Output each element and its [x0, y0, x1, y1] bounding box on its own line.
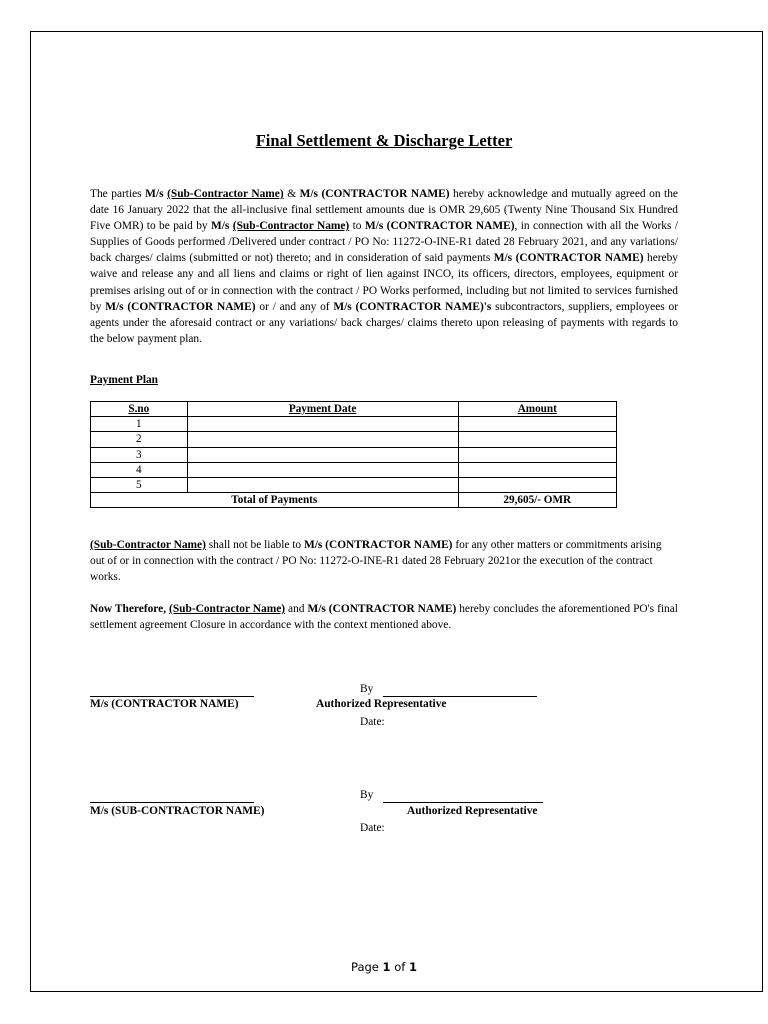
subcontractor-rep-label: Authorized Representative [407, 805, 538, 817]
row-amount [458, 477, 616, 492]
table-header-row [91, 402, 617, 417]
table-row [91, 477, 617, 492]
total-label: Total of Payments [91, 493, 459, 508]
table-row [91, 462, 617, 477]
subcontractor-by-line [383, 802, 543, 803]
table-row [91, 432, 617, 447]
payment-plan-heading: Payment Plan [90, 374, 159, 386]
conclusion-paragraph: Now Therefore, (Sub-Contractor Name) and M/s (CONTRACTOR NAME) hereby concludes the aforementioned PO's final settlement agreement Closure in accordance with the context mentioned above. [90, 603, 678, 632]
row-date [187, 447, 458, 462]
row-amount [458, 417, 616, 432]
total-row [91, 493, 617, 508]
payment-plan-table [90, 401, 617, 508]
row-date [187, 417, 458, 432]
row-sno: 5 [91, 477, 188, 492]
row-amount [458, 462, 616, 477]
row-date [187, 432, 458, 447]
contractor-signature-line [90, 696, 254, 697]
subcontractor-signature-line [90, 802, 254, 803]
contractor-rep-label: Authorized Representative [316, 698, 447, 710]
row-sno: 2 [91, 432, 188, 447]
subcontractor-by-label: By [360, 789, 374, 801]
header-payment-date: Payment Date [187, 402, 458, 417]
contractor-party-label: M/s (CONTRACTOR NAME) [90, 698, 239, 710]
row-date [187, 477, 458, 492]
row-sno: 4 [91, 462, 188, 477]
row-amount [458, 447, 616, 462]
row-sno: 1 [91, 417, 188, 432]
table-row [91, 447, 617, 462]
page-border [30, 31, 763, 992]
contractor-by-label: By [360, 683, 374, 695]
settlement-paragraph: The parties M/s (Sub-Contractor Name) & M/s (CONTRACTOR NAME) hereby acknowledge and mutually agreed on the date 16 January 2022 that the all-inclusive final settlement amounts due is OMR 29,605 (Twenty Nine Thousand Six Hundred Five OMR) to be paid by M/s (Sub-Contractor Name) to M/s (CONTRACTOR NAME), in connection with all the Works / Supplies of Goods performed /Delivered under contract / PO No: 11272-O-INE-R1 dated 28 February 2021, and any variations/ back charges/ claims (submitted or not) thereto; and in consideration of said payments M/s (CONTRACTOR NAME) hereby waive and release any and all liens and claims or right of lien against INCO, its officers, directors, employees, equipment or premises arising out of or in connection with the contract / PO Works performed, including but not limited to services furnished by M/s (CONTRACTOR NAME) or / and any of M/s (CONTRACTOR NAME)'s subcontractors, suppliers, employees or agents under the aforesaid contract or any variations/ back charges/ claims thereto upon releasing of payments with regards to the below payment plan. [90, 188, 678, 345]
page-footer: Page 1 of 1 [351, 960, 417, 974]
document-title: Final Settlement & Discharge Letter [255, 131, 513, 150]
header-sno: S.no [91, 402, 188, 417]
subcontractor-party-label: M/s (SUB-CONTRACTOR NAME) [90, 805, 265, 817]
row-sno: 3 [91, 447, 188, 462]
row-date [187, 462, 458, 477]
header-amount: Amount [458, 402, 616, 417]
table-row [91, 417, 617, 432]
subcontractor-date-label: Date: [360, 822, 385, 834]
row-amount [458, 432, 616, 447]
contractor-by-line [383, 696, 537, 697]
total-value: 29,605/- OMR [458, 493, 616, 508]
contractor-date-label: Date: [360, 716, 385, 728]
liability-paragraph: (Sub-Contractor Name) shall not be liable to M/s (CONTRACTOR NAME) for any other matters or commitments arising out of or in connection with the contract / PO No: 11272-O-INE-R1 dated 28 February 2021or the execution of the contract works. [90, 539, 662, 584]
